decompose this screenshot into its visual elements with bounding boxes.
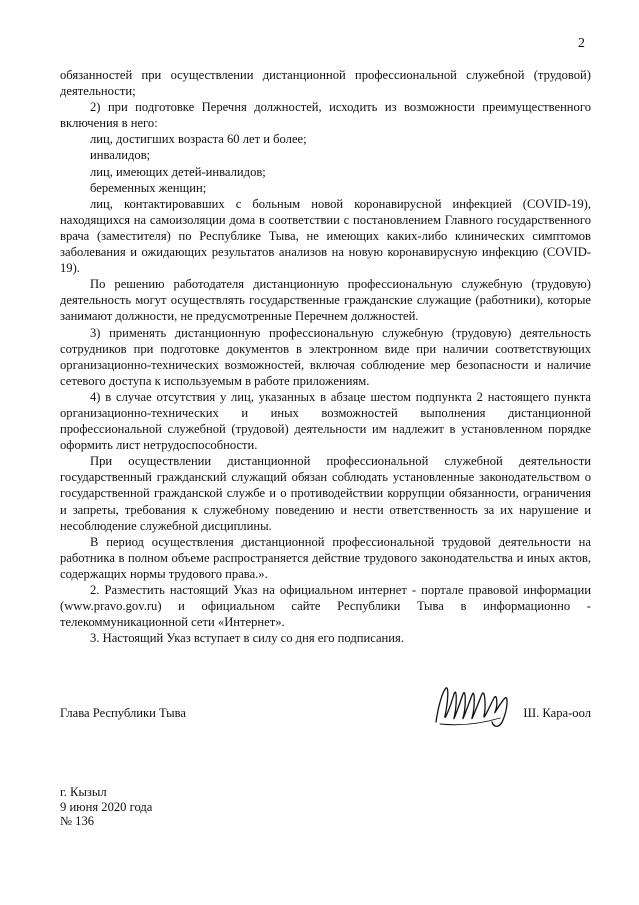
paragraph: По решению работодателя дистанционную профессиональную служебную (трудовую) деятельность могут осуществлять государственные гражданские служащие (работники), которые занимают должности, не предусмотренные Перечнем должностей.: [60, 277, 591, 324]
list-item: лиц, достигших возраста 60 лет и более;: [90, 132, 307, 147]
paragraph: 2) при подготовке Перечня должностей, исходить из возможности преимущественного включения в него:: [60, 100, 591, 131]
paragraph: 3) применять дистанционную профессиональную служебную (трудовую) деятельность сотрудников при подготовке документов в электронном виде при наличии соответствующих организационно-технических возможностей, включая соблюдение мер безопасности и наличие сетевого доступа к используемым в работе приложениям.: [60, 325, 591, 388]
document-footer: [60, 785, 152, 829]
list-item: лиц, имеющих детей-инвалидов;: [90, 164, 266, 179]
city: г. Кызыл: [60, 785, 107, 799]
paragraph: При осуществлении дистанционной профессиональной служебной деятельности государственный гражданский служащий обязан соблюдать установленные законодательством о государственной гражданской службе и о противодействии коррупции обязанности, ограничения и запреты, требования к служебному поведению и нести ответственность за их нарушение и несоблюдение служебной дисциплины.: [60, 454, 591, 533]
handwritten-signature: [430, 678, 525, 730]
signatory-name: Ш. Кара-оол: [523, 706, 591, 720]
list-item: беременных женщин;: [90, 180, 207, 195]
document-body: [60, 67, 591, 646]
page-number: 2: [578, 36, 585, 51]
list-item: лиц, контактировавших с больным новой коронавирусной инфекцией (COVID-19), находящихся на самоизоляции дома в соответствии с постановлением Главного государственного врача (заместителя) по Республике Тыва, не имеющих каких-либо клинических симптомов заболевания и ожидающих результатов анализов на новую коронавирусную инфекцию (COVID-19).: [60, 196, 591, 276]
list-item: инвалидов;: [90, 148, 151, 163]
date: 9 июня 2020 года: [60, 799, 153, 814]
paragraph: 3. Настоящий Указ вступает в силу со дня его подписания.: [90, 631, 404, 646]
document-number: № 136: [60, 814, 95, 828]
paragraph: обязанностей при осуществлении дистанционной профессиональной служебной (трудовой) деятельности;: [60, 68, 591, 99]
signatory-title: Глава Республики Тыва: [60, 706, 186, 720]
paragraph: 4) в случае отсутствия у лиц, указанных в абзаце шестом подпункта 2 настоящего пункта организационно-технических и иных возможностей выполнения дистанционной профессиональной служебной (трудовой) деятельности им надлежит в установленном порядке оформить лист нетрудоспособности.: [60, 389, 591, 453]
signature-block: [60, 700, 591, 740]
paragraph: 2. Разместить настоящий Указ на официальном интернет - портале правовой информации (www.pravo.gov.ru) и официальном сайте Республики Тыва в информационно - телекоммуникационной сети «Интернет».: [60, 583, 591, 630]
paragraph: В период осуществления дистанционной профессиональной трудовой деятельности на работника в полном объеме распространяется действие трудового законодательства и иных актов, содержащих нормы трудового права.».: [60, 534, 591, 581]
